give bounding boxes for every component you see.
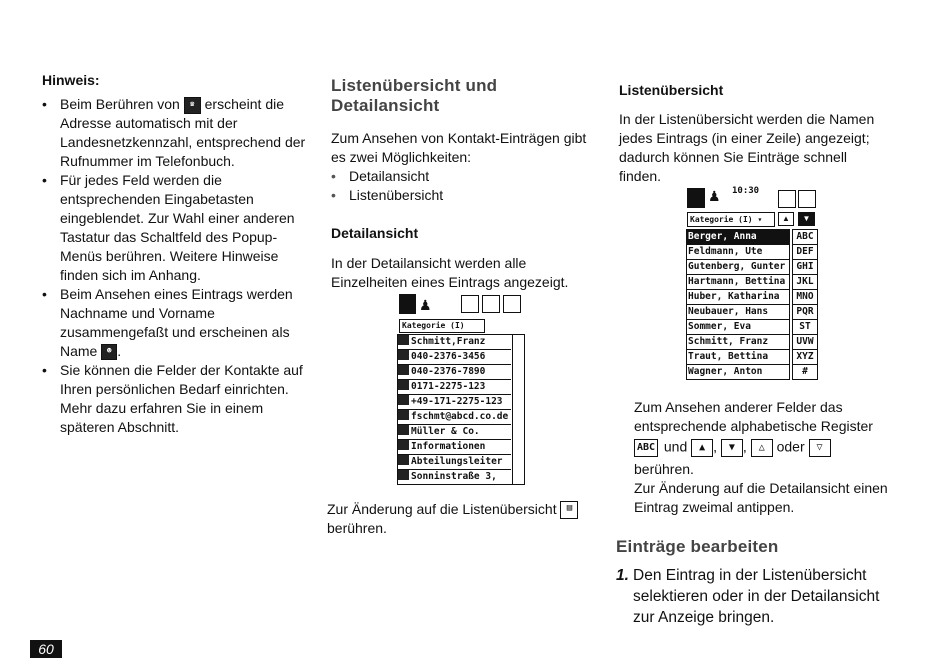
list-row[interactable]: Berger, Anna: [687, 230, 789, 245]
phone-icon[interactable]: [687, 188, 705, 208]
step-text: Den Eintrag in der Listenübersicht selektieren oder in der Detailansicht zur Anzeige bringen.: [633, 567, 880, 626]
list-row[interactable]: Schmitt, Franz: [687, 335, 789, 350]
detail-subheading: Detailansicht: [331, 225, 419, 241]
down-arrow-filled-icon: ▼: [721, 439, 743, 457]
list-row[interactable]: Wagner, Anton: [688, 366, 763, 377]
up-arrow-filled-icon: ▲: [691, 439, 713, 457]
list-row[interactable]: Sommer, Eva: [687, 320, 789, 335]
page-number: 60: [30, 640, 62, 658]
register-jkl[interactable]: JKL: [793, 275, 817, 290]
phone-icon[interactable]: [399, 294, 416, 314]
address-icon: [398, 470, 409, 480]
register-xyz[interactable]: XYZ: [793, 350, 817, 365]
list-row[interactable]: Gutenberg, Gunter: [687, 260, 789, 275]
step-1: [616, 565, 886, 628]
position-icon: [398, 455, 409, 465]
company-icon: [398, 425, 409, 435]
scroll-up-icon[interactable]: ▲: [778, 212, 794, 226]
field-phone-work[interactable]: 040-2376-7890: [398, 365, 511, 380]
list-view-icon[interactable]: [461, 295, 479, 313]
list-text: In der Listenübersicht werden die Namen jedes Eintrags (in einer Zeile) angezeigt; dadurch können Sie Einträge schnell finden.: [619, 111, 875, 184]
detail-fields: [397, 334, 525, 485]
list-row[interactable]: Huber, Katharina: [687, 290, 789, 305]
register-pqr[interactable]: PQR: [793, 305, 817, 320]
field-info[interactable]: Informationen: [398, 440, 511, 455]
hinweis-list: [42, 95, 312, 437]
hinweis-item-2: • Für jedes Feld werden die entsprechenden Eingabetasten eingeblendet. Zur Wahl einer anderen Tastatur das Schaltfeld des Popup-Menüs berühren. Weitere Hinweise finden sich im Anhang.: [42, 172, 295, 283]
name-list: [686, 229, 790, 380]
register-st[interactable]: ST: [793, 320, 817, 335]
list-row[interactable]: Traut, Bettina: [687, 350, 789, 365]
field-name[interactable]: Schmitt,Franz: [398, 335, 511, 350]
section-title: Listenübersicht und Detailansicht: [331, 76, 498, 115]
option-detailansicht: • Detailansicht: [331, 168, 430, 184]
mobile-intl-icon: [398, 395, 409, 405]
field-mobile[interactable]: 0171-2275-123: [398, 380, 511, 395]
options-list: [331, 167, 444, 205]
step-number: 1.: [616, 567, 629, 584]
abc-register-key: ABC: [634, 439, 658, 457]
trash-icon[interactable]: [482, 295, 500, 313]
list-heading: Listenübersicht: [619, 82, 724, 98]
detail-text: In der Detailansicht werden alle Einzelheiten eines Eintrags angezeigt.: [331, 255, 569, 290]
clock: 10:30: [732, 186, 760, 196]
list-row[interactable]: Feldmann, Ute: [687, 245, 789, 260]
person-name-icon: ☻: [101, 344, 117, 360]
register-ghi[interactable]: GHI: [793, 260, 817, 275]
register-instructions: Zum Ansehen anderer Felder das entsprechende alphabetische Register ABC und ▲ , ▼ , △ oder ▽ berühren. Zur Änderung auf die Detailansicht einen Eintrag zweimal antippen.: [634, 399, 888, 515]
list-row[interactable]: Neubauer, Hans: [687, 305, 789, 320]
person-icon[interactable]: ♟: [419, 296, 434, 314]
scroll-down-icon[interactable]: ▼: [798, 212, 815, 226]
field-address[interactable]: Sonninstraße 3,: [398, 470, 511, 484]
detail-screen: [397, 292, 524, 485]
field-company[interactable]: Müller & Co.: [398, 425, 511, 440]
category-select[interactable]: Kategorie (I): [399, 319, 485, 333]
hinweis-item-4: • Sie können die Felder der Kontakte auf Ihren persönlichen Bedarf einrichten. Mehr dazu erfahren Sie in einem späteren Abschnitt.: [42, 362, 303, 435]
list-row[interactable]: Hartmann, Bettina: [687, 275, 789, 290]
list-view-icon: ▤: [560, 501, 578, 519]
detail-caption: Zur Änderung auf die Listenübersicht ▤ berühren.: [327, 500, 597, 538]
phone-home-icon: [398, 350, 409, 360]
field-position[interactable]: Abteilungsleiter: [398, 455, 511, 470]
register-tabs: [792, 229, 818, 380]
email-icon: [398, 410, 409, 420]
register-abc[interactable]: ABC: [793, 230, 817, 245]
hinweis-item-3: • Beim Ansehen eines Eintrags werden Nachname und Vorname zusammengefaßt und erscheinen als Name ☻ .: [42, 286, 293, 359]
option-listenuebersicht: • Listenübersicht: [331, 187, 444, 203]
person-icon[interactable]: ♟: [708, 188, 724, 208]
edit-section-title: Einträge bearbeiten: [616, 537, 779, 556]
phone-work-icon: [398, 365, 409, 375]
register-uvw[interactable]: UVW: [793, 335, 817, 350]
trash-icon[interactable]: [778, 190, 796, 208]
info-icon: [398, 440, 409, 450]
register-mno[interactable]: MNO: [793, 290, 817, 305]
phone-dial-icon: ☎: [184, 97, 201, 114]
category-select[interactable]: Kategorie (I) ▾: [687, 212, 775, 227]
intro-text: Zum Ansehen von Kontakt-Einträgen gibt es zwei Möglichkeiten:: [331, 130, 587, 165]
mobile-icon: [398, 380, 409, 390]
register-def[interactable]: DEF: [793, 245, 817, 260]
up-arrow-outline-icon: △: [751, 439, 773, 457]
note-icon[interactable]: [503, 295, 521, 313]
register-hash[interactable]: #: [802, 366, 808, 377]
hinweis-heading: Hinweis:: [42, 72, 100, 88]
field-email[interactable]: fschmt@abcd.co.de: [398, 410, 511, 425]
note-icon[interactable]: [798, 190, 816, 208]
field-phone-home[interactable]: 040-2376-3456: [398, 350, 511, 365]
hinweis-item-1: • Beim Berühren von ☎ erscheint die Adresse automatisch mit der Landesnetzkennzahl, entsprechend der Rufnummer im Telefonbuch.: [42, 96, 306, 169]
field-mobile-intl[interactable]: +49-171-2275-123: [398, 395, 511, 410]
scrollbar[interactable]: [512, 335, 524, 484]
name-field-icon: [398, 335, 409, 345]
down-arrow-outline-icon: ▽: [809, 439, 831, 457]
list-screen: [686, 186, 818, 380]
